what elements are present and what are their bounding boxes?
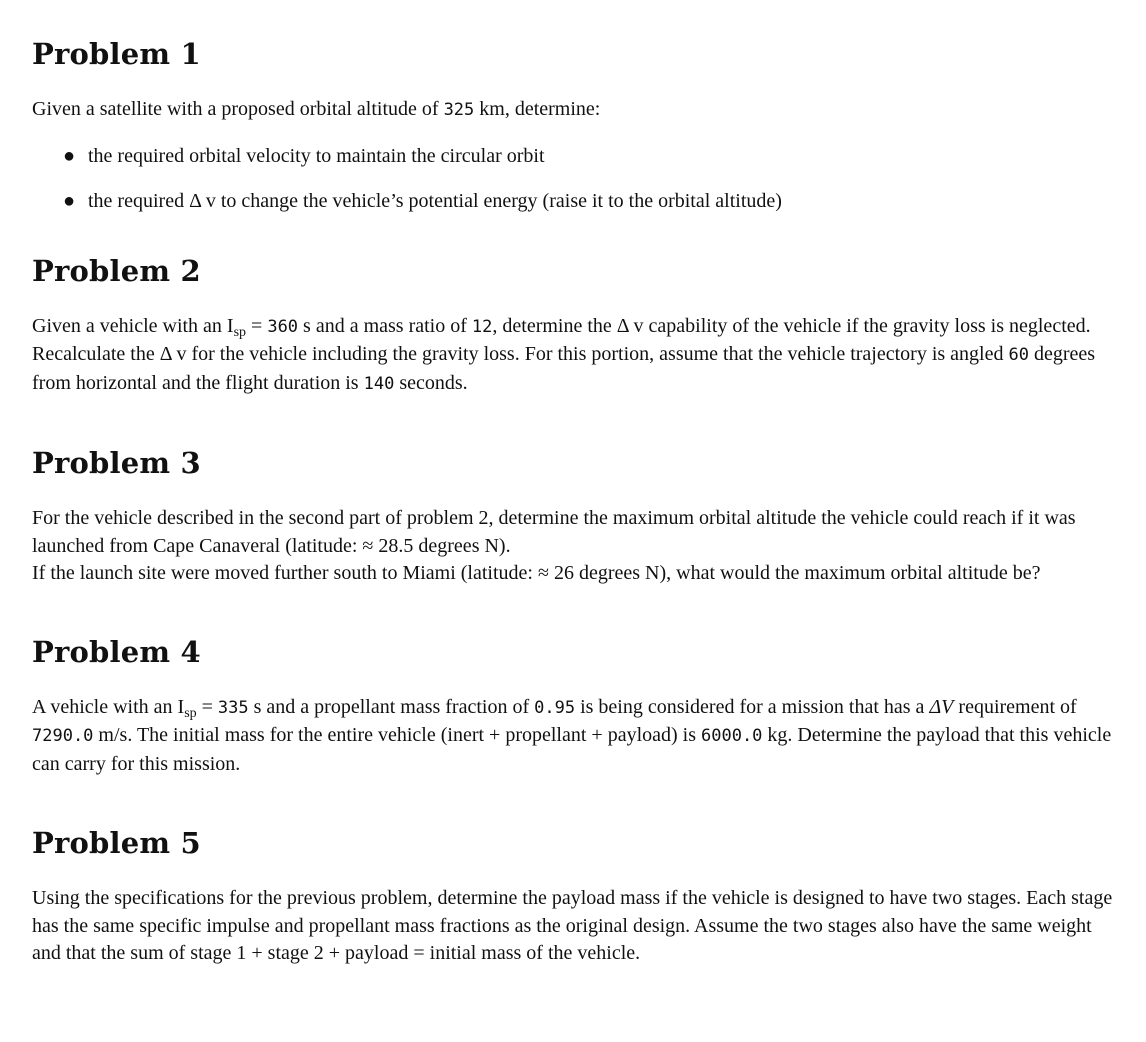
problem-5-body: Using the specifications for the previous problem, determine the payload mass if the vehicle is designed to have two stages. Each stage has the same specific impulse and propellant mass fractions as the original design. Assume the two stages also have the same weight and that the sum of stage 1 + stage 2 + payload = initial mass of the vehicle. <box>32 887 1113 964</box>
problem-4-text-g: kg. Determine the payload that this vehicle can carry for this mission. <box>32 724 1112 775</box>
problem-2-body <box>32 313 1114 399</box>
problem-3-body-line-1: For the vehicle described in the second part of problem 2, determine the maximum orbital altitude the vehicle could reach if it was launched from Cape Canaveral (latitude: ≈ 28.5 degrees N). <box>32 507 1076 557</box>
problem-3-section <box>32 437 1114 588</box>
problem-4-section <box>32 626 1114 779</box>
problem-2-section <box>32 245 1114 399</box>
problem-4-text-f: m/s. The initial mass for the entire vehicle (inert + propellant + payload) is <box>93 724 701 746</box>
problem-1-bullet-text: the required Δ v to change the vehicle’s potential energy (raise it to the orbital altitude) <box>88 190 782 212</box>
problem-5-heading: Problem 5 <box>32 826 201 860</box>
problem-1-intro-text-a: Given a satellite with a proposed orbital altitude of <box>32 98 444 120</box>
equals-sign: = <box>196 695 218 718</box>
problem-1-altitude-value: 325 <box>443 100 475 120</box>
equals-sign: = <box>246 314 268 337</box>
problem-4-text-c: s and a propellant mass fraction of <box>248 695 535 718</box>
problem-5-section <box>32 817 1114 968</box>
problem-1-bullet-item <box>32 188 1114 216</box>
problem-2-text-e: degrees from horizontal and the flight duration is <box>32 343 1096 394</box>
problem-4-dv-value: 7290.0 <box>32 726 94 746</box>
problem-4-mass-value: 6000.0 <box>701 726 763 746</box>
problem-1-intro <box>32 96 1114 125</box>
problem-2-text-f: seconds. <box>394 371 468 394</box>
problem-2-isp-value: 360 <box>267 316 299 337</box>
problem-2-heading: Problem 2 <box>32 253 201 288</box>
bullet-icon: ● <box>63 144 76 167</box>
problem-4-fraction-value: 0.95 <box>534 697 576 718</box>
problem-4-heading: Problem 4 <box>32 634 201 669</box>
problem-4-body <box>32 694 1114 779</box>
delta-v-symbol: ΔV <box>929 695 954 718</box>
problem-2-angle-value: 60 <box>1008 345 1029 365</box>
problem-2-text-a: Given a vehicle with an I <box>32 314 234 337</box>
problem-1-section <box>32 28 1114 216</box>
problem-2-text-c: s and a mass ratio of <box>298 314 472 337</box>
problem-2-text-d: , determine the Δ v capability of the vehicle if the gravity loss is neglected. Recalculate the Δ v for the vehicle including the gravity loss. For this portion, assume that the vehicle trajectory is angled <box>32 314 1091 365</box>
problem-3-heading: Problem 3 <box>32 446 201 480</box>
problem-3-body-line-2: If the launch site were moved further south to Miami (latitude: ≈ 26 degrees N), what would the maximum orbital altitude be? <box>32 562 1041 584</box>
problem-1-bullet-text: the required orbital velocity to maintain the circular orbit <box>88 144 545 167</box>
problem-2-mass-ratio-value: 12 <box>471 316 493 337</box>
problem-1-intro-text-b: km, determine: <box>474 98 601 120</box>
problem-1-heading: Problem 1 <box>32 37 201 71</box>
problem-4-text-d: is being considered for a mission that has a <box>575 695 930 718</box>
problem-4-isp-value: 335 <box>217 697 249 718</box>
isp-subscript: sp <box>233 324 247 340</box>
bullet-icon: ● <box>63 190 76 212</box>
problem-2-duration-value: 140 <box>363 373 395 394</box>
problem-1-bullet-item <box>32 143 1114 171</box>
problem-4-text-a: A vehicle with an I <box>32 695 185 718</box>
problem-4-text-e: requirement of <box>953 695 1077 718</box>
isp-subscript: sp <box>184 705 197 721</box>
problem-1-bullet-list <box>32 143 1114 216</box>
